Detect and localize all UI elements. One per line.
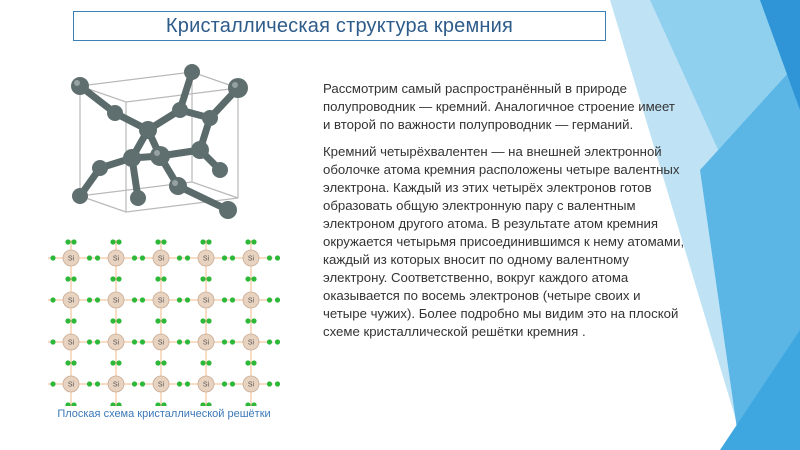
- valence-electron: [116, 360, 121, 365]
- silicon-atom-label: Si: [67, 297, 75, 305]
- paragraph-valence: Кремний четырёхвалентен — на внешней электронной оболочке атома кремния расположены четыре валентных электрона. Каждый из этих четырёх электронов готов образовать общую электронную пару с валентным электроном другого атома. В результате атом кремния окружается четырьмя присоединившимся к нему атомами, каждый из которых вносит по одному валентному электрону. Соответственно, вокруг каждого атома оказывается по восемь электронов (четыре своих и четыре чужих). Более подробно мы видим это на плоской схеме кристаллической решётки кремния .: [323, 144, 685, 339]
- valence-electron: [110, 239, 115, 244]
- valence-electron: [267, 339, 272, 344]
- valence-electron: [87, 339, 92, 344]
- valence-electron: [140, 339, 145, 344]
- valence-electron: [87, 297, 92, 302]
- valence-electron: [95, 339, 100, 344]
- valence-electron: [206, 360, 211, 365]
- valence-electron: [245, 239, 250, 244]
- valence-electron: [155, 239, 160, 244]
- valence-electron: [110, 276, 115, 281]
- valence-electron: [65, 276, 70, 281]
- silicon-atom-label: Si: [247, 255, 255, 263]
- valence-electron: [161, 318, 166, 323]
- valence-electron: [155, 318, 160, 323]
- valence-electron: [50, 255, 55, 260]
- valence-electron: [95, 297, 100, 302]
- valence-electron: [251, 239, 256, 244]
- valence-electron: [161, 402, 166, 406]
- valence-electron: [65, 318, 70, 323]
- valence-electron: [200, 276, 205, 281]
- slide-title-box: [73, 11, 606, 41]
- silicon-atom-label: Si: [202, 297, 210, 305]
- silicon-atom-label: Si: [112, 297, 120, 305]
- valence-electron: [222, 381, 227, 386]
- silicon-atom-label: Si: [157, 339, 165, 347]
- valence-electron: [177, 381, 182, 386]
- valence-electron: [275, 255, 280, 260]
- valence-electron: [177, 339, 182, 344]
- valence-electron: [65, 402, 70, 406]
- slide-title: Кристаллическая структура кремния: [165, 14, 514, 37]
- valence-electron: [71, 276, 76, 281]
- flat-lattice-scheme: [44, 236, 284, 406]
- valence-electron: [50, 339, 55, 344]
- silicon-atom-label: Si: [157, 255, 165, 263]
- valence-electron: [71, 239, 76, 244]
- valence-electron: [206, 402, 211, 406]
- valence-electron: [245, 402, 250, 406]
- silicon-atom-label: Si: [112, 381, 120, 389]
- valence-electron: [222, 297, 227, 302]
- valence-electron: [200, 360, 205, 365]
- valence-electron: [110, 360, 115, 365]
- valence-electron: [132, 255, 137, 260]
- valence-electron: [200, 402, 205, 406]
- valence-electron: [267, 381, 272, 386]
- valence-electron: [65, 360, 70, 365]
- valence-electron: [65, 239, 70, 244]
- valence-electron: [222, 255, 227, 260]
- valence-electron: [200, 318, 205, 323]
- silicon-atom-label: Si: [247, 381, 255, 389]
- silicon-atom-label: Si: [247, 339, 255, 347]
- valence-electron: [230, 297, 235, 302]
- paragraph-intro: Рассмотрим самый распространённый в природе полупроводник — кремний. Аналогичное строение имеет и второй по важности полупроводник — германий.: [323, 81, 675, 132]
- valence-electron: [185, 339, 190, 344]
- valence-electron: [185, 381, 190, 386]
- valence-electron: [116, 276, 121, 281]
- valence-electron: [71, 318, 76, 323]
- valence-electron: [140, 255, 145, 260]
- valence-electron: [185, 297, 190, 302]
- valence-electron: [110, 318, 115, 323]
- valence-electron: [110, 402, 115, 406]
- silicon-atom-label: Si: [157, 381, 165, 389]
- valence-electron: [140, 297, 145, 302]
- valence-electron: [267, 255, 272, 260]
- valence-electron: [222, 339, 227, 344]
- valence-electron: [116, 318, 121, 323]
- slide-body-text: [323, 80, 685, 350]
- valence-electron: [275, 297, 280, 302]
- valence-electron: [161, 360, 166, 365]
- silicon-atom-label: Si: [67, 255, 75, 263]
- valence-electron: [230, 255, 235, 260]
- valence-electron: [245, 318, 250, 323]
- valence-electron: [132, 381, 137, 386]
- silicon-crystal-3d-illustration: [60, 58, 260, 228]
- valence-electron: [251, 402, 256, 406]
- silicon-atom-label: Si: [112, 339, 120, 347]
- silicon-atom-label: Si: [112, 255, 120, 263]
- silicon-atom-label: Si: [157, 297, 165, 305]
- silicon-atom-label: Si: [202, 339, 210, 347]
- silicon-atom-label: Si: [202, 255, 210, 263]
- valence-electron: [95, 255, 100, 260]
- valence-electron: [206, 318, 211, 323]
- valence-electron: [161, 239, 166, 244]
- valence-electron: [230, 381, 235, 386]
- valence-electron: [155, 360, 160, 365]
- silicon-atom-label: Si: [202, 381, 210, 389]
- valence-electron: [251, 276, 256, 281]
- valence-electron: [185, 255, 190, 260]
- valence-electron: [95, 381, 100, 386]
- valence-electron: [87, 255, 92, 260]
- valence-electron: [251, 360, 256, 365]
- valence-electron: [87, 381, 92, 386]
- valence-electron: [50, 297, 55, 302]
- valence-electron: [132, 297, 137, 302]
- valence-electron: [206, 239, 211, 244]
- valence-electron: [245, 360, 250, 365]
- valence-electron: [116, 239, 121, 244]
- valence-electron: [140, 381, 145, 386]
- valence-electron: [71, 360, 76, 365]
- valence-electron: [71, 402, 76, 406]
- silicon-atom-label: Si: [67, 381, 75, 389]
- valence-electron: [206, 276, 211, 281]
- valence-electron: [245, 276, 250, 281]
- valence-electron: [132, 339, 137, 344]
- valence-electron: [275, 381, 280, 386]
- lattice-caption: Плоская схема кристаллической решётки: [57, 408, 271, 420]
- valence-electron: [50, 381, 55, 386]
- valence-electron: [251, 318, 256, 323]
- silicon-atom-label: Si: [247, 297, 255, 305]
- valence-electron: [177, 255, 182, 260]
- valence-electron: [155, 276, 160, 281]
- valence-electron: [161, 276, 166, 281]
- valence-electron: [230, 339, 235, 344]
- valence-electron: [267, 297, 272, 302]
- valence-electron: [177, 297, 182, 302]
- silicon-atom-label: Si: [67, 339, 75, 347]
- valence-electron: [155, 402, 160, 406]
- valence-electron: [116, 402, 121, 406]
- valence-electron: [275, 339, 280, 344]
- valence-electron: [200, 239, 205, 244]
